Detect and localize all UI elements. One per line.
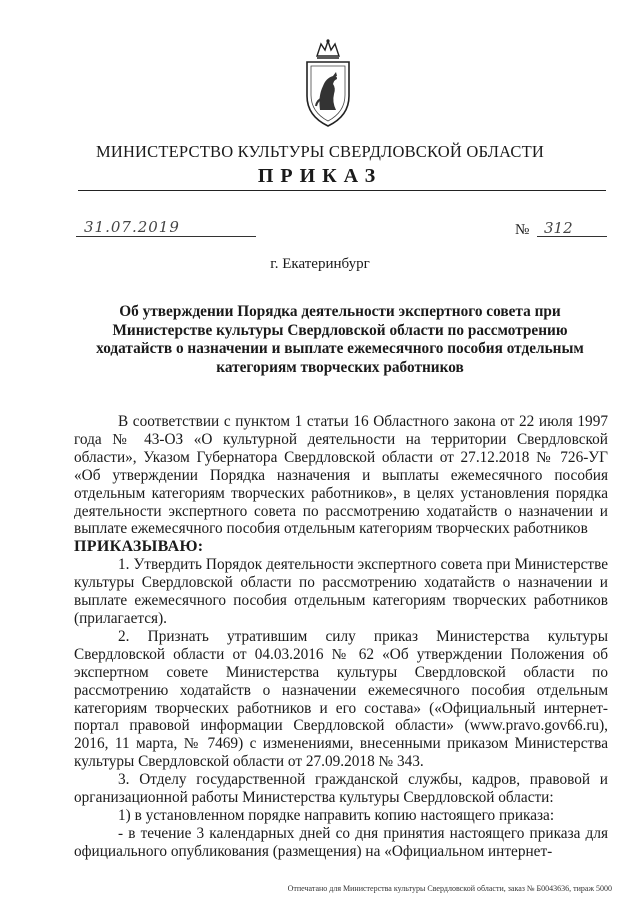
order-number: 312: [544, 219, 573, 237]
document-type: ПРИКАЗ: [257, 165, 383, 187]
order-subject: Об утверждении Порядка деятельности экспертного совета при Министерстве культуры Свердловской области по рассмотрению ходатайств о назначении и выплате ежемесячного пособия отдельным категориям творческих работников: [96, 303, 584, 376]
number-underline: [537, 236, 607, 237]
date-underline: [76, 236, 256, 237]
item-3-1-a: - в течение 3 календарных дней со дня принятия настоящего приказа для официального опубликования (размещения) на «Официальном интернет-: [74, 824, 608, 860]
number-label: №: [515, 222, 530, 238]
item-1: 1. Утвердить Порядок деятельности экспертного совета при Министерстве культуры Свердловской области по рассмотрению ходатайств о назначении и выплате ежемесячного пособия отдельным категориям творческих работников (прилагается).: [74, 556, 608, 627]
header-divider: [78, 190, 606, 191]
preamble-paragraph: В соответствии с пунктом 1 статьи 16 Областного закона от 22 июля 1997 года № 43-ОЗ «О культурной деятельности на территории Свердловской области», Указом Губернатора Свердловской области от 27.12.2018 № 726-УГ «Об утверждении Порядка назначения и выплаты ежемесячного пособия отдельным категориям творческих работников», в целях установления порядка деятельности экспертного совета по рассмотрению ходатайств о назначении и выплате ежемесячного пособия отдельным категориям творческих работников: [74, 413, 608, 538]
item-3-1: 1) в установленном порядке направить копию настоящего приказа:: [118, 806, 555, 824]
item-3: 3. Отделу государственной гражданской службы, кадров, правовой и организационной работы Министерства культуры Свердловской области:: [74, 771, 608, 807]
order-date: 31.07.2019: [84, 218, 180, 236]
order-word: ПРИКАЗЫВАЮ:: [74, 538, 204, 556]
ministry-name: МИНИСТЕРСТВО КУЛЬТУРЫ СВЕРДЛОВСКОЙ ОБЛАСТИ: [95, 142, 545, 161]
city: г. Екатеринбург: [270, 256, 370, 272]
coat-of-arms-icon: [303, 38, 353, 130]
order-body: [74, 413, 608, 861]
item-2: 2. Признать утратившим силу приказ Министерства культуры Свердловской области от 04.03.2016 № 62 «Об утверждении Положения об экспертном совете Министерства культуры Свердловской области по рассмотрению ходатайств о назначении ежемесячного пособия отдельным категориям творческих работников и его состава» («Официальный интернет-портал правовой информации Свердловской области» (www.pravo.gov66.ru), 2016, 11 марта, № 7469) с изменениями, внесенными приказом Министерства культуры Свердловской области от 27.09.2018 № 343.: [74, 627, 608, 771]
print-footer: Отпечатано для Министерства культуры Свердловской области, заказ № Б0043636, тираж 5000: [287, 884, 612, 893]
